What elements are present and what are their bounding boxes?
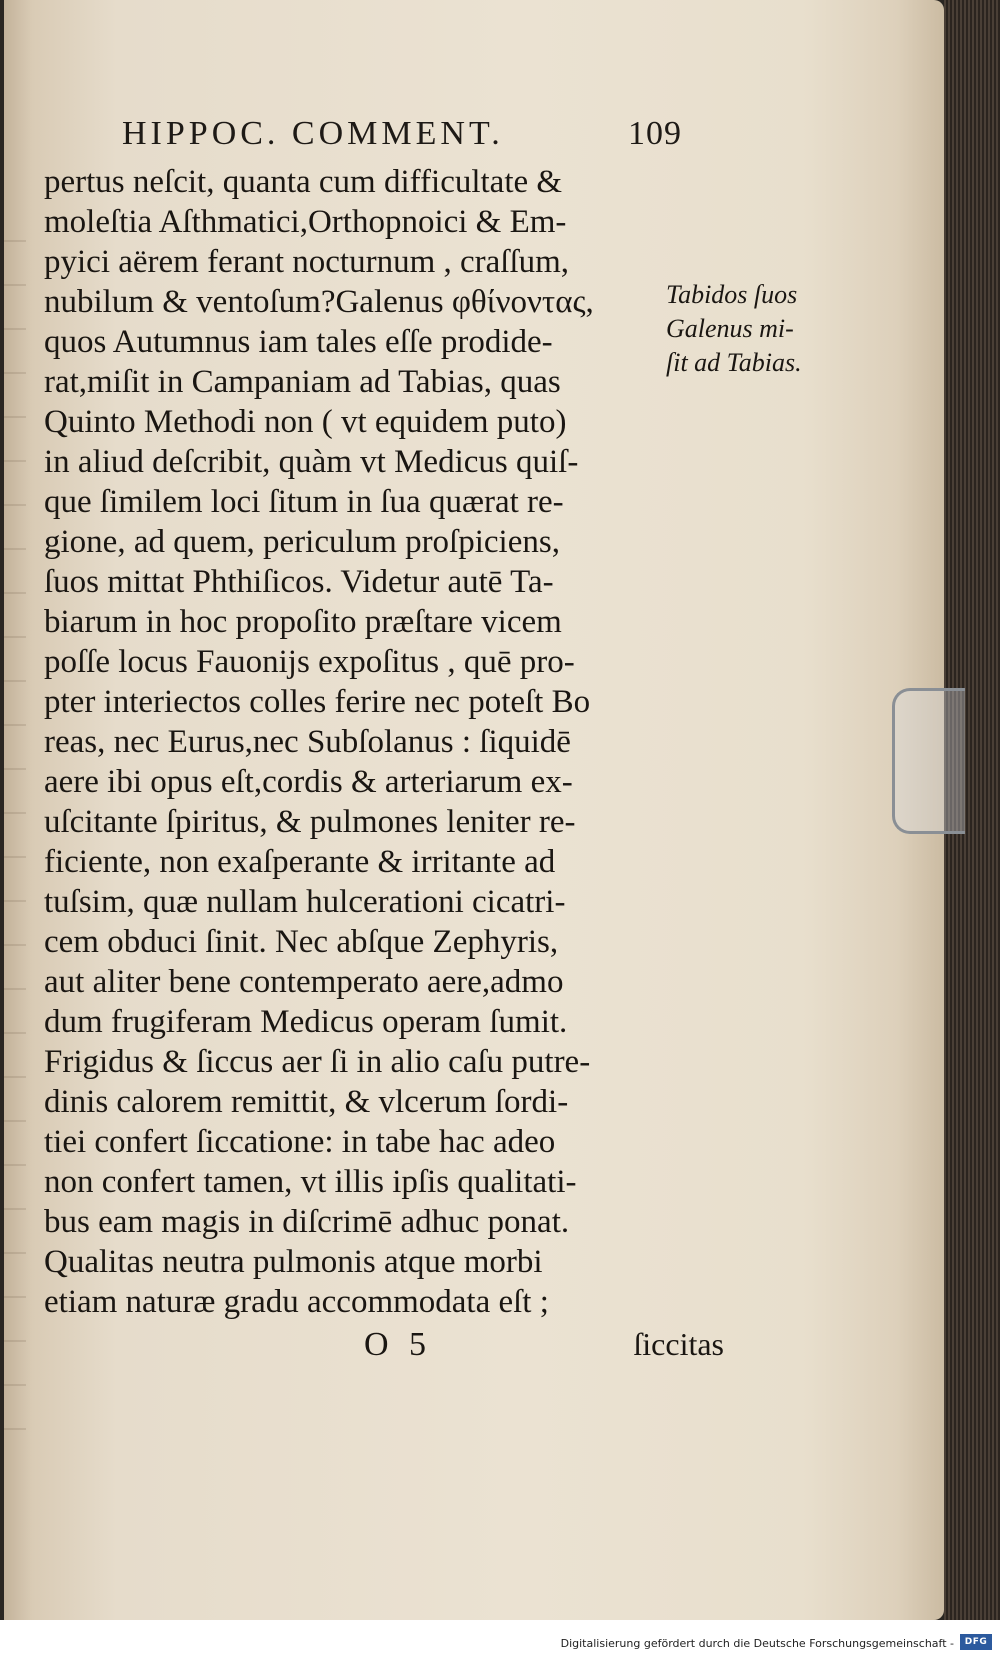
book-page xyxy=(4,0,944,1620)
text-line: tiei confert ſiccatione: in tabe hac adeo xyxy=(44,1124,556,1160)
text-line: etiam naturæ gradu accommodata eſt ; xyxy=(44,1284,549,1320)
text-line: dum frugiferam Medicus operam ſumit. xyxy=(44,1004,568,1040)
text-line: Frigidus & ſiccus aer ſi in alio caſu putre- xyxy=(44,1044,591,1080)
text-line: non confert tamen, vt illis ipſis qualitati- xyxy=(44,1164,577,1200)
margin-note-line: Galenus mi- xyxy=(666,314,794,343)
text-line: Qualitas neutra pulmonis atque morbi xyxy=(44,1244,543,1280)
text-line: gione, ad quem, periculum proſpiciens, xyxy=(44,524,560,560)
text-line: aut aliter bene contemperato aere,admo xyxy=(44,964,564,1000)
margin-note-line: ſit ad Tabias. xyxy=(666,348,802,377)
page-footer xyxy=(364,1326,724,1370)
page-clip xyxy=(892,688,965,834)
page-number: 109 xyxy=(628,115,682,152)
page-header xyxy=(122,115,682,157)
text-line: pyici aërem ferant nocturnum , craſſum, xyxy=(44,244,570,280)
margin-note xyxy=(666,278,846,380)
text-line: biarum in hoc propoſito præſtare vicem xyxy=(44,604,562,640)
attribution-bar xyxy=(0,1620,1000,1665)
text-line: reas, nec Eurus,nec Subſolanus : ſiquidē xyxy=(44,724,571,760)
text-line: ſuos mittat Phthiſicos. Videtur autē Ta- xyxy=(44,564,554,600)
margin-note-line: Tabidos ſuos xyxy=(666,280,798,309)
text-line: quos Autumnus iam tales eſſe prodide- xyxy=(44,324,553,360)
text-line: cem obduci ſinit. Nec abſque Zephyris, xyxy=(44,924,559,960)
text-line: uſcitante ſpiritus, & pulmones leniter re- xyxy=(44,804,576,840)
text-line: que ſimilem loci ſitum in ſua quærat re- xyxy=(44,484,564,520)
dfg-logo-icon: DFG xyxy=(960,1634,992,1650)
text-line: rat,miſit in Campaniam ad Tabias, quas xyxy=(44,364,561,400)
text-line: moleſtia Aſthmatici,Orthopnoici & Em- xyxy=(44,204,567,240)
text-line: tuſsim, quæ nullam hulcerationi cicatri- xyxy=(44,884,566,920)
text-line: nubilum & ventoſum?Galenus φθίνοντας, xyxy=(44,284,594,320)
text-line: in aliud deſcribit, quàm vt Medicus quiſ- xyxy=(44,444,579,480)
text-line: Quinto Methodi non ( vt equidem puto) xyxy=(44,404,567,440)
text-line: pter interiectos colles ferire nec poteſt Bo xyxy=(44,684,591,720)
body-text xyxy=(44,162,704,1322)
attribution-text: Digitalisierung gefördert durch die Deutsche Forschungsgemeinschaft - xyxy=(560,1637,954,1650)
text-line: pertus neſcit, quanta cum difficultate & xyxy=(44,164,563,200)
gutter-bleed xyxy=(4,240,26,1440)
text-line: aere ibi opus eſt,cordis & arteriarum ex- xyxy=(44,764,573,800)
running-title: HIPPOC. COMMENT. xyxy=(122,115,504,152)
catchword: ſiccitas xyxy=(633,1326,724,1362)
text-line: ficiente, non exaſperante & irritante ad xyxy=(44,844,556,880)
text-line: dinis calorem remittit, & vlcerum ſordi- xyxy=(44,1084,569,1120)
signature-mark: O 5 xyxy=(364,1326,433,1363)
text-line: poſſe locus Fauonijs expoſitus , quē pro- xyxy=(44,644,575,680)
text-line: bus eam magis in diſcrimē adhuc ponat. xyxy=(44,1204,570,1240)
